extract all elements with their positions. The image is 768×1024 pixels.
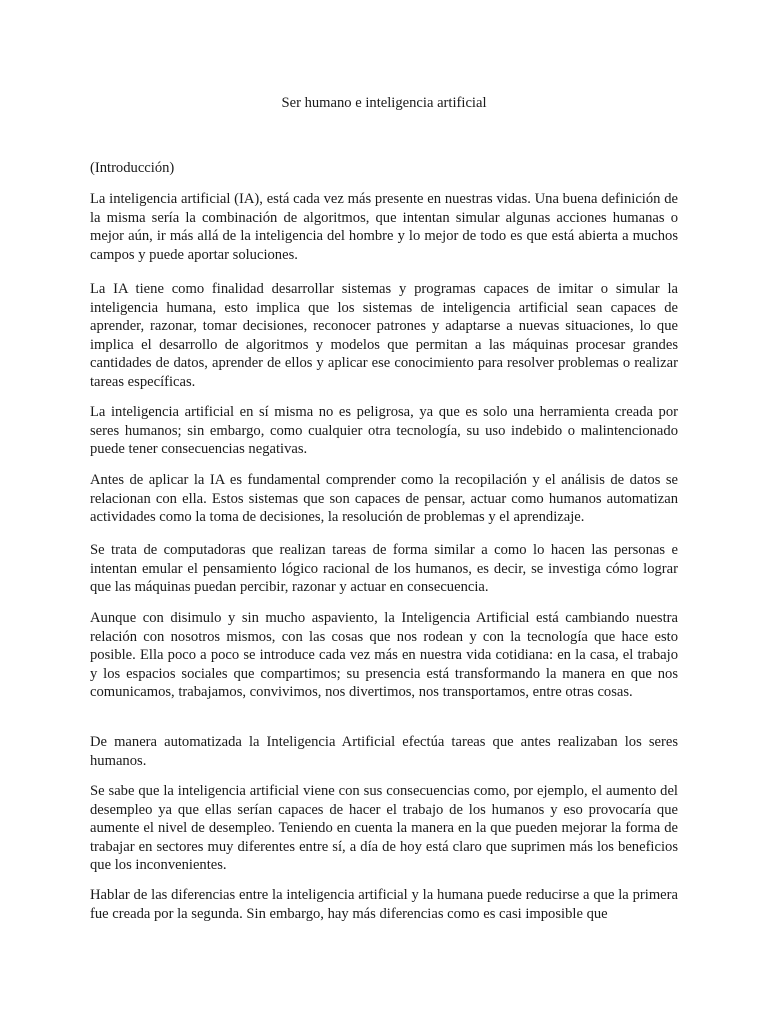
paragraph-3: La inteligencia artificial en sí misma no es peligrosa, ya que es solo una herramienta creada por seres humanos; sin embargo, como cualquier otra tecnología, su uso indebido o malintencionado puede tener consecuencias negativas. — [90, 404, 678, 458]
paragraph-5: Se trata de computadoras que realizan tareas de forma similar a como lo hacen las personas e intentan emular el pensamiento lógico racional de los humanos, es decir, se investiga cómo lograr que las máquinas puedan percibir, razonar y actuar en consecuencia. — [90, 542, 678, 596]
paragraph-7: De manera automatizada la Inteligencia Artificial efectúa tareas que antes realizaban los seres humanos. — [90, 734, 678, 769]
paragraph-6: Aunque con disimulo y sin mucho aspaviento, la Inteligencia Artificial está cambiando nuestra relación con nosotros mismos, con las cosas que nos rodean y con la tecnología que hace esto posible. Ella poco a poco se introduce cada vez más en nuestra vida cotidiana: en la casa, el trabajo y los espacios sociales que compartimos; su presencia está transformando la manera en que nos comunicamos, trabajamos, convivimos, nos divertimos, nos transportamos, entre otras cosas. — [90, 610, 678, 701]
intro-label: (Introducción) — [90, 160, 175, 176]
paragraph-2: La IA tiene como finalidad desarrollar sistemas y programas capaces de imitar o simular la inteligencia humana, esto implica que los sistemas de inteligencia artificial sean capaces de aprender, razonar, tomar decisiones, reconocer patrones y adaptarse a nuevas situaciones, lo que implica el desarrollo de algoritmos y modelos que permitan a las máquinas procesar grandes cantidades de datos, aprender de ellos y aplicar ese conocimiento para resolver problemas o realizar tareas específicas. — [90, 281, 678, 390]
paragraph-9: Hablar de las diferencias entre la inteligencia artificial y la humana puede reducirse a que la primera fue creada por la segunda. Sin embargo, hay más diferencias como es casi imposible que — [90, 887, 678, 922]
paragraph-1: La inteligencia artificial (IA), está cada vez más presente en nuestras vidas. Una buena definición de la misma sería la combinación de algoritmos, que intentan simular algunas acciones humanas o mejor aún, ir más allá de la inteligencia del hombre y lo mejor de todo es que está abierta a muchos campos y puede aportar soluciones. — [90, 191, 678, 263]
paragraph-4: Antes de aplicar la IA es fundamental comprender como la recopilación y el análisis de datos se relacionan con ella. Estos sistemas que son capaces de pensar, actuar como humanos automatizan actividades como la toma de decisiones, la resolución de problemas y el aprendizaje. — [90, 472, 678, 526]
document-title: Ser humano e inteligencia artificial — [281, 95, 487, 111]
paragraph-8: Se sabe que la inteligencia artificial viene con sus consecuencias como, por ejemplo, el aumento del desempleo ya que ellas serían capaces de hacer el trabajo de los humanos y eso provocaría que aumente el nivel de desempleo. Teniendo en cuenta la manera en la que pueden mejorar la forma de trabajar en sectores muy diferentes entre sí, a día de hoy está claro que suprimen más los beneficios que los inconvenientes. — [90, 783, 678, 874]
